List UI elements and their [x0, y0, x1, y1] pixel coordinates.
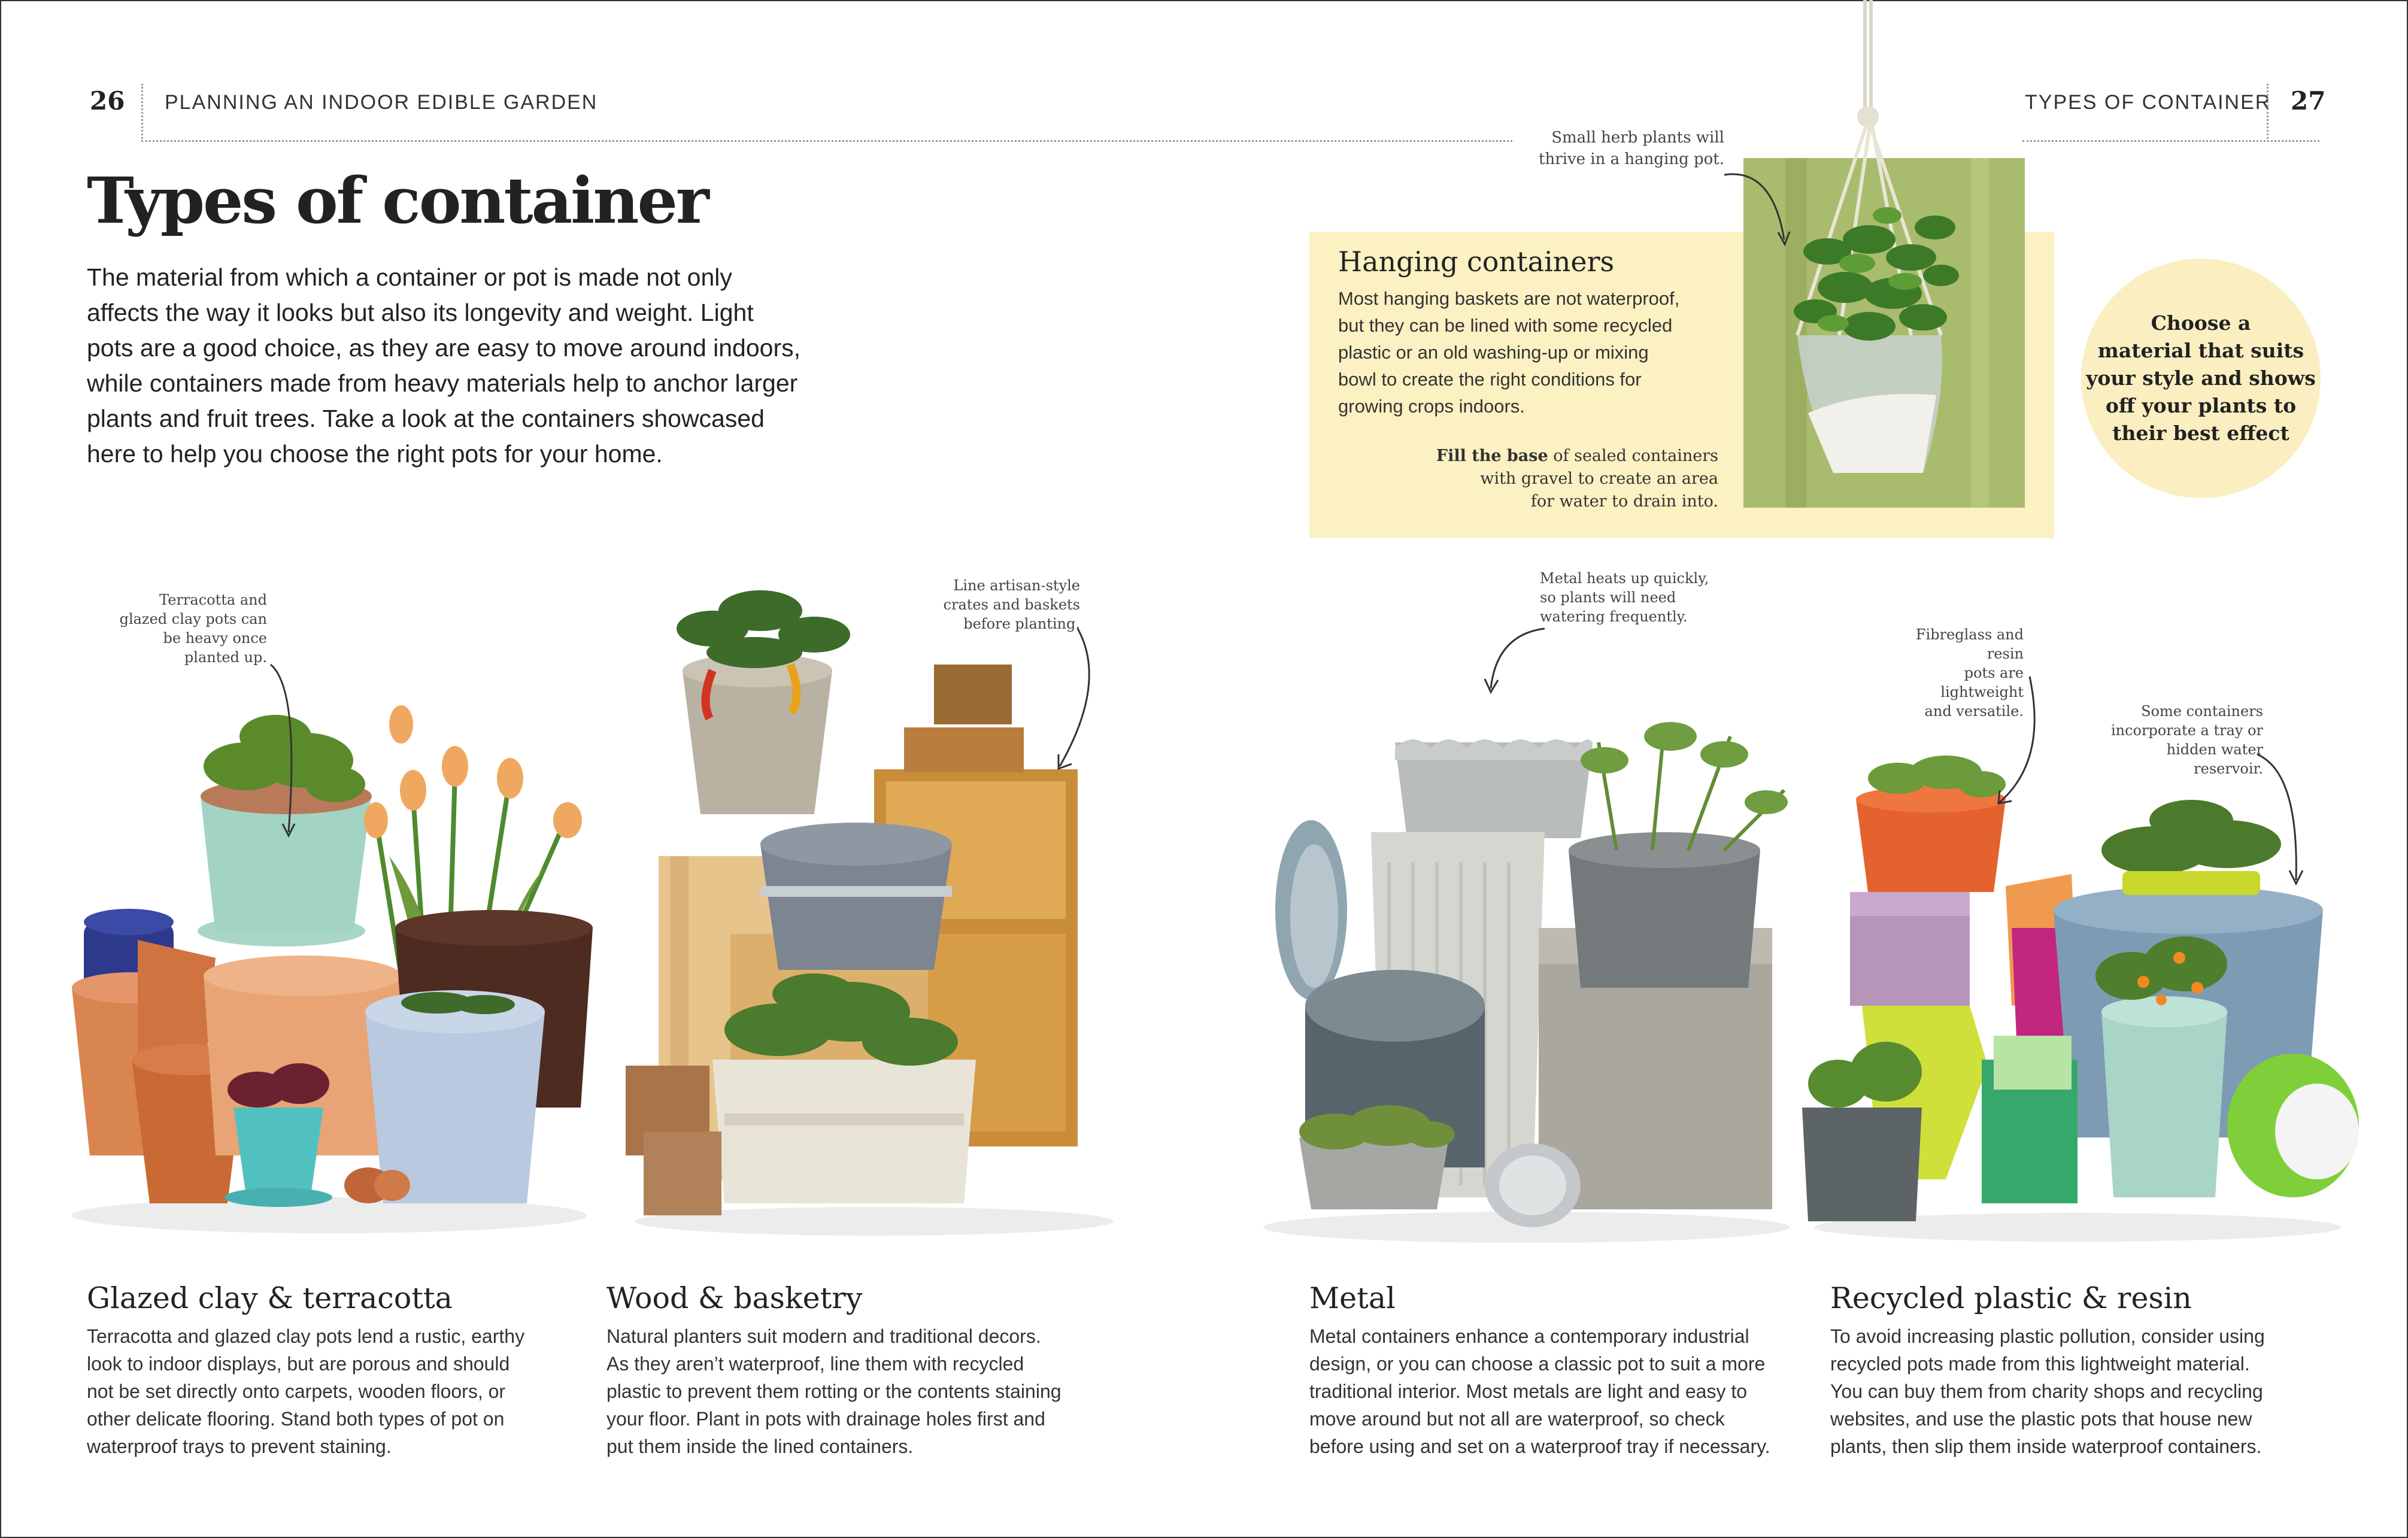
- intro-line: affects the way it looks but also its longevity and weight. Light: [87, 299, 754, 326]
- metal-leader: [1479, 623, 1563, 706]
- text-line: websites, and use the plastic pots that house new: [1830, 1408, 2252, 1430]
- drainage-tip-bold: Fill the base: [1436, 447, 1548, 465]
- right-running-head: TYPES OF CONTAINER: [2025, 91, 2271, 114]
- text-line: move around but not all are waterproof, so check: [1309, 1408, 1725, 1430]
- drainage-tip-text: for water to drain into.: [1530, 492, 1718, 511]
- fibreglass-leader: [1994, 671, 2066, 814]
- body-line: Most hanging baskets are not waterproof,: [1338, 288, 1680, 309]
- metal-containers-illustration: [1257, 671, 1796, 1245]
- body-line: growing crops indoors.: [1338, 396, 1525, 417]
- section-text: [606, 1322, 1115, 1460]
- section-text: [1309, 1322, 1818, 1460]
- reservoir-annotation: [2095, 702, 2263, 778]
- header-divider-right: [2267, 84, 2269, 139]
- text-line: You can buy them from charity shops and recycling: [1830, 1381, 2263, 1402]
- intro-line: while containers made from heavy materials help to anchor larger: [87, 369, 798, 397]
- text-line: As they aren’t waterproof, line them with recycled: [606, 1353, 1024, 1375]
- annotation-line: Metal heats up quickly,: [1540, 570, 1709, 587]
- callout-line: material that suits: [2097, 339, 2304, 362]
- annotation-line: Some containers: [2141, 703, 2263, 720]
- right-page-number: 27: [2291, 86, 2326, 116]
- section-wood-basketry: [606, 1281, 1115, 1460]
- text-line: your floor. Plant in pots with drainage holes first and: [606, 1408, 1045, 1430]
- drainage-tip: [1395, 445, 1718, 513]
- annotation-line: before planting.: [963, 615, 1080, 632]
- text-line: waterproof trays to prevent staining.: [87, 1436, 392, 1457]
- section-recycled-plastic: [1830, 1281, 2339, 1460]
- body-line: bowl to create the right conditions for: [1338, 369, 1642, 390]
- text-line: plants, then slip them inside waterproof containers.: [1830, 1436, 2262, 1457]
- callout-line: Choose a: [2151, 311, 2251, 335]
- hanging-pot-caption: [1533, 127, 1724, 170]
- drainage-tip-text: of sealed containers: [1548, 447, 1718, 465]
- text-line: Metal containers enhance a contemporary industrial: [1309, 1325, 1749, 1347]
- text-line: before using and set on a waterproof tray if necessary.: [1309, 1436, 1770, 1457]
- text-line: Terracotta and glazed clay pots lend a rustic, earthy: [87, 1325, 525, 1347]
- text-line: traditional interior. Most metals are light and easy to: [1309, 1381, 1748, 1402]
- header-divider-left: [141, 84, 143, 139]
- text-line: recycled pots made from this lightweight material.: [1830, 1353, 2250, 1375]
- annotation-line: Terracotta and: [159, 591, 267, 608]
- annotation-line: and versatile.: [1924, 703, 2024, 720]
- annotation-line: be heavy once: [163, 630, 267, 647]
- wood-leader: [1042, 623, 1114, 778]
- text-line: put them inside the lined containers.: [606, 1436, 914, 1457]
- section-metal: [1309, 1281, 1818, 1460]
- section-text: [87, 1322, 578, 1460]
- terracotta-pots-illustration: [66, 677, 605, 1233]
- callout-line: their best effect: [2112, 421, 2289, 445]
- text-line: other delicate flooring. Stand both types of pot on: [87, 1408, 505, 1430]
- drainage-tip-text: with gravel to create an area: [1480, 469, 1718, 488]
- annotation-line: glazed clay pots can: [119, 611, 267, 627]
- section-heading: Recycled plastic & resin: [1830, 1281, 2192, 1315]
- caption-line: Small herb plants will: [1551, 129, 1724, 147]
- hanging-containers-body: [1338, 285, 1721, 420]
- header-rule-left: [141, 140, 1512, 142]
- section-glazed-clay: [87, 1281, 578, 1460]
- header-rule-right: [2022, 140, 2319, 142]
- page-title: Types of container: [87, 163, 708, 238]
- annotation-line: Line artisan-style: [953, 577, 1080, 594]
- intro-line: plants and fruit trees. Take a look at the containers showcased: [87, 405, 765, 432]
- callout-line: off your plants to: [2105, 394, 2297, 417]
- reservoir-leader: [2251, 748, 2323, 892]
- text-line: To avoid increasing plastic pollution, consider using: [1830, 1325, 2265, 1347]
- annotation-line: crates and baskets: [943, 596, 1080, 613]
- text-line: look to indoor displays, but are porous and should: [87, 1353, 510, 1375]
- annotation-line: so plants will need: [1540, 589, 1676, 606]
- section-heading: Glazed clay & terracotta: [87, 1281, 453, 1315]
- hanging-pot-leader: [1724, 162, 1820, 257]
- annotation-line: planted up.: [184, 649, 267, 666]
- body-line: plastic or an old washing-up or mixing: [1338, 342, 1649, 363]
- terracotta-leader: [263, 653, 323, 844]
- annotation-line: hidden water reservoir.: [2166, 741, 2263, 777]
- callout-line: your style and shows: [2086, 366, 2316, 390]
- material-callout-circle: [2081, 259, 2321, 498]
- section-heading: Metal: [1309, 1281, 1396, 1315]
- intro-paragraph: [87, 260, 925, 472]
- section-heading: Wood & basketry: [606, 1281, 863, 1315]
- intro-line: here to help you choose the right pots for your home.: [87, 440, 663, 468]
- body-line: but they can be lined with some recycled: [1338, 315, 1673, 336]
- terracotta-annotation: [114, 590, 267, 667]
- annotation-line: pots are lightweight: [1940, 665, 2024, 700]
- text-line: design, or you can choose a classic pot to suit a more: [1309, 1353, 1766, 1375]
- hanging-containers-heading: Hanging containers: [1338, 245, 1615, 278]
- annotation-line: Fibreglass and resin: [1915, 626, 2024, 662]
- left-page-number: 26: [90, 86, 125, 116]
- caption-line: thrive in a hanging pot.: [1539, 150, 1724, 168]
- text-line: not be set directly onto carpets, wooden floors, or: [87, 1381, 506, 1402]
- annotation-line: incorporate a tray or: [2110, 722, 2263, 739]
- text-line: Natural planters suit modern and traditional decors.: [606, 1325, 1041, 1347]
- left-running-head: PLANNING AN INDOOR EDIBLE GARDEN: [165, 91, 598, 114]
- text-line: plastic to prevent them rotting or the contents staining: [606, 1381, 1062, 1402]
- section-text: [1830, 1322, 2339, 1460]
- intro-line: pots are a good choice, as they are easy to move around indoors,: [87, 334, 801, 362]
- intro-line: The material from which a container or pot is made not only: [87, 263, 732, 291]
- annotation-line: watering frequently.: [1540, 608, 1688, 625]
- metal-annotation: [1540, 569, 1719, 626]
